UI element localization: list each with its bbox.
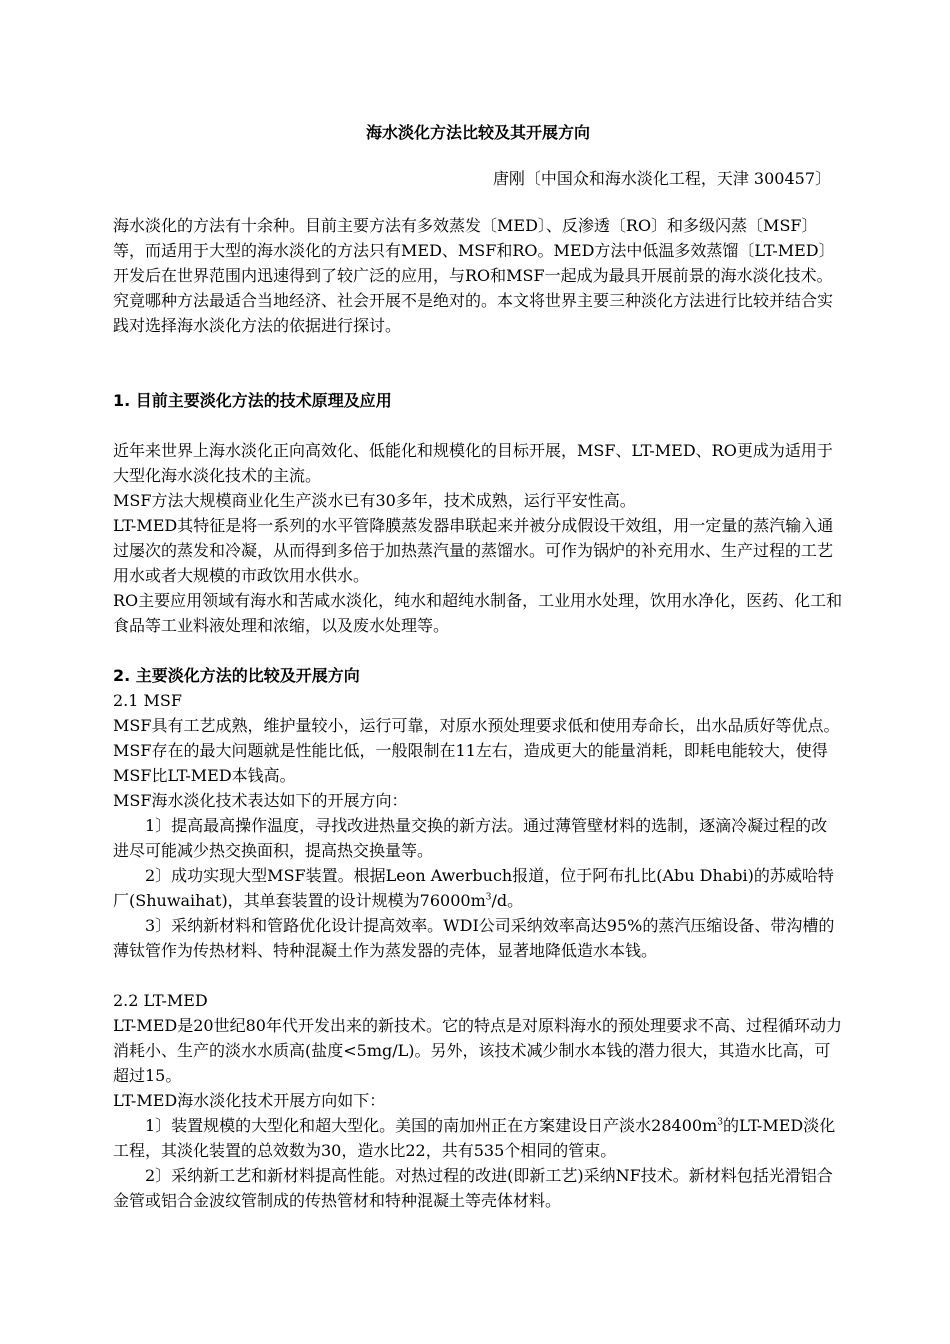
spacer [113, 413, 843, 438]
spacer [113, 338, 843, 388]
ltmed-list-item-1 [113, 1113, 843, 1163]
msf-paragraph-1: MSF具有工艺成熟，维护量较小，运行可靠，对原水预处理要求低和使用寿命长，出水品质好等优点。MSF存在的最大问题就是性能比低，一般限制在11左右，造成更大的能量消耗，即耗电能较大，使得MSF比LT-MED本钱高。 [113, 716, 840, 785]
msf-list-item-3: 3〕采纳新材料和管路优化设计提高效率。WDI公司采纳效率高达95%的蒸汽压缩设备、带沟槽的薄钛管作为传热材料、特种混凝土作为蒸发器的壳体，显著地降低造水本钱。 [113, 916, 835, 960]
document-title: 海水淡化方法比较及其开展方向 [365, 123, 590, 142]
spacer [113, 963, 843, 988]
section-1-paragraph-2: MSF方法大规模商业化生产淡水已有30多年，技术成熟，运行平安性高。 [113, 491, 636, 510]
subsection-ltmed-heading: 2.2 LT-MED [113, 991, 208, 1010]
section-1-paragraph-3: LT-MED其特征是将一系列的水平管降膜蒸发器串联起来并被分成假设干效组，用一定量的蒸汽输入通过屡次的蒸发和冷凝，从而得到多倍于加热蒸汽量的蒸馏水。可作为锅炉的补充用水、生产过程的工艺用水或者大规模的市政饮用水供水。 [113, 516, 834, 585]
superscript-3: 3 [717, 1117, 723, 1128]
document-page [113, 120, 843, 1213]
msf-paragraph-2: MSF海水淡化技术表达如下的开展方向： [113, 791, 408, 810]
msf-list-item-2-text: 2〕成功实现大型MSF装置。根据Leon Awerbuch报道，位于阿布扎比(Abu Dhabi)的苏威哈特厂(Shuwaihat)，其单套装置的设计规模为76000m [113, 866, 834, 910]
author-line: 唐刚〔中国众和海水淡化工程，天津 300457〕 [492, 169, 831, 188]
ltmed-paragraph-2: LT-MED海水淡化技术开展方向如下： [113, 1091, 386, 1110]
msf-list-item-1: 1〕提高最高操作温度，寻找改进热量交换的新方法。通过薄管壁材料的选制，逐滴冷凝过程的改进尽可能减少热交换面积，提高热交换量等。 [113, 816, 828, 860]
section-1-paragraph-4: RO主要应用领域有海水和苦咸水淡化，纯水和超纯水制备，工业用水处理，饮用水净化，医药、化工和食品等工业料液处理和浓缩，以及废水处理等。 [113, 591, 843, 635]
msf-list-item-2-tail: /d。 [491, 891, 524, 910]
ltmed-list-item-1-tail: 的LT-MED淡化工程，其淡化装置的总效数为30，造水比22，共有535个相同的管束。 [113, 1116, 836, 1160]
superscript-3: 3 [485, 892, 492, 903]
ltmed-list-item-1-text: 1〕装置规模的大型化和超大型化。美国的南加州正在方案建设日产淡水28400m [145, 1116, 718, 1135]
subsection-msf-heading: 2.1 MSF [113, 691, 182, 710]
section-2-heading: 2. 主要淡化方法的比较及开展方向 [113, 666, 360, 685]
section-1-heading: 1. 目前主要淡化方法的技术原理及应用 [113, 391, 392, 410]
msf-list-item-2 [113, 863, 843, 913]
section-1-paragraph-1: 近年来世界上海水淡化正向高效化、低能化和规模化的目标开展，MSF、LT-MED、RO更成为适用于大型化海水淡化技术的主流。 [113, 441, 833, 485]
intro-paragraph: 海水淡化的方法有十余种。目前主要方法有多效蒸发〔MED〕、反渗透〔RO〕和多级闪蒸〔MSF〕等，而适用于大型的海水淡化的方法只有MED、MSF和RO。MED方法中低温多效蒸馏〔LT-MED〕开发后在世界范围内迅速得到了较广泛的应用，与RO和MSF一起成为最具开展前景的海水淡化技术。究竟哪种方法最适合当地经济、社会开展不是绝对的。本文将世界主要三种淡化方法进行比较并结合实践对选择海水淡化方法的依据进行探讨。 [113, 216, 835, 335]
spacer [113, 638, 843, 663]
ltmed-paragraph-1: LT-MED是20世纪80年代开发出来的新技术。它的特点是对原料海水的预处理要求不高、过程循环动力消耗小、生产的淡水水质高(盐度<5mg/L)。另外，该技术减少制水本钱的潜力很大，其造水比高，可超过15。 [113, 1016, 842, 1085]
ltmed-list-item-2: 2〕采纳新工艺和新材料提高性能。对热过程的改进(即新工艺)采纳NF技术。新材料包括光滑铝合金管或铝合金波纹管制成的传热管材和特种混凝土等壳体材料。 [113, 1166, 833, 1210]
